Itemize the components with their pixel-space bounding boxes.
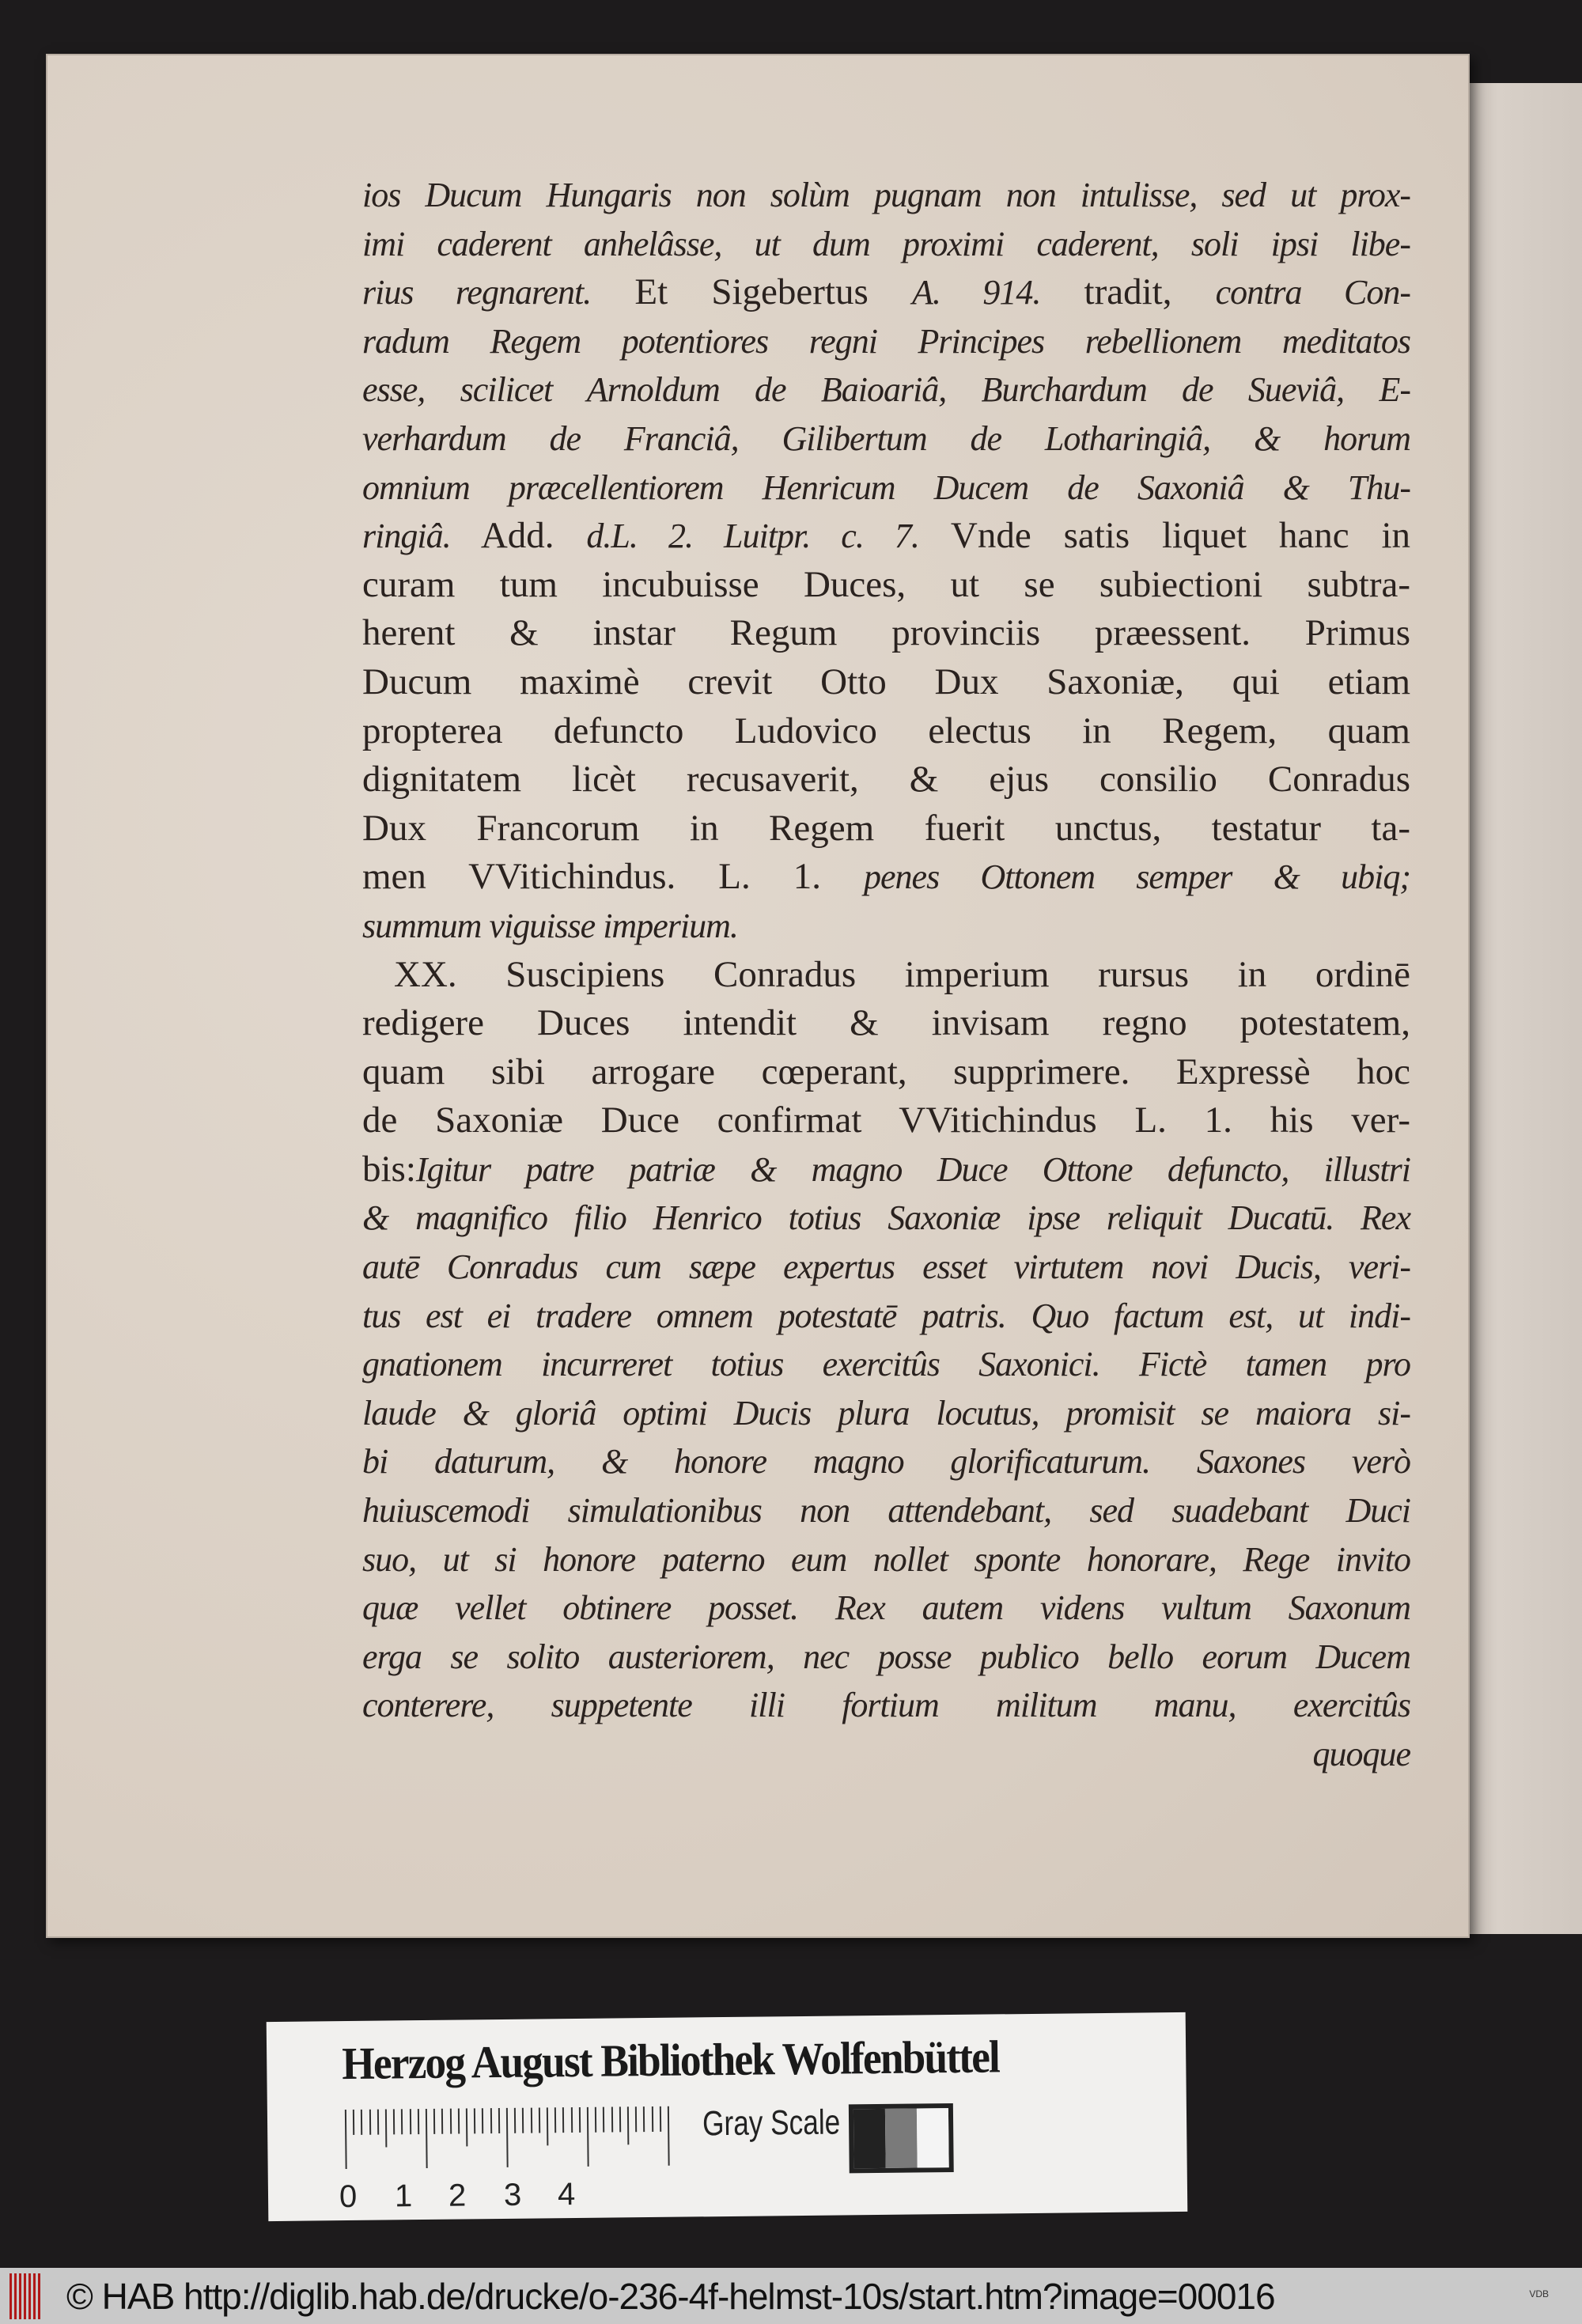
text-line [362, 1633, 1410, 1682]
italic-text: ringiâ. [362, 517, 451, 556]
ruler-tick [554, 2107, 556, 2133]
book-page [46, 54, 1470, 1938]
text-line [362, 1243, 1410, 1292]
italic-text: bi daturum, & honore magno glorificaturum. Saxones verò [362, 1442, 1410, 1482]
roman-text: herent & instar Regum provinciis præessent. Primus [362, 612, 1410, 654]
italic-text: penes Ottonem semper & ubiq; [864, 857, 1410, 897]
ruler-tick [603, 2107, 604, 2133]
italic-text: summum viguisse imperium. [362, 906, 738, 945]
text-line [362, 268, 1410, 317]
roman-text: Dux Francorum in Regem fuerit unctus, testatur ta- [362, 807, 1410, 849]
ruler-tick [393, 2109, 395, 2134]
italic-text: d.L. 2. Luitpr. c. 7. [586, 517, 919, 556]
italic-text: Igitur patre patriæ & magno Duce Ottone defuncto, illustri [415, 1149, 1410, 1189]
italic-text: quæ vellet obtinere posset. Rex autem videns vultum Saxonum [362, 1588, 1410, 1628]
ruler-tick [369, 2110, 370, 2135]
ruler-tick [474, 2108, 475, 2133]
ruler-tick [562, 2107, 564, 2133]
roman-text: propterea defuncto Ludovico electus in Regem, quam [362, 710, 1410, 751]
text-line [362, 609, 1410, 658]
italic-text: & magnifico filio Henrico totius Saxoniæ ipse reliquit Ducatū. Rex [362, 1198, 1410, 1238]
italic-text: A. 914. [911, 273, 1041, 312]
text-line [362, 1730, 1410, 1779]
ruler-tick [595, 2107, 596, 2133]
text-line [362, 1194, 1410, 1243]
text-line [362, 1681, 1410, 1730]
roman-text: XX. Suscipiens Conradus imperium rursus in ordinē [394, 953, 1410, 995]
roman-text: Add. [450, 515, 587, 557]
text-line [362, 804, 1410, 854]
ruler-tick [385, 2110, 388, 2148]
roman-text: Vnde satis liquet hanc in [918, 515, 1410, 557]
ruler-scale [345, 2106, 678, 2173]
italic-text: laude & gloriâ optimi Ducis plura locutus, promisit se maiora si- [362, 1393, 1410, 1433]
text-line [362, 707, 1410, 756]
ruler-tick [660, 2106, 661, 2132]
text-line [362, 365, 1410, 414]
ruler-tick [668, 2106, 670, 2166]
text-line [362, 1048, 1410, 1097]
page-text [362, 171, 1410, 1779]
card-title: Herzog August Bibliothek Wolfenbüttel [341, 2031, 1000, 2090]
ruler-number: 2 [448, 2178, 467, 2213]
hab-logo-icon [9, 2273, 41, 2319]
ruler-tick [401, 2109, 403, 2134]
ruler-number: 3 [503, 2177, 522, 2212]
italic-text: gnationem incurreret totius exercitûs Saxonici. Fictè tamen pro [362, 1345, 1410, 1384]
ruler-tick [530, 2108, 532, 2133]
ruler-tick [587, 2107, 589, 2167]
roman-text: Et Sigebertus [591, 271, 912, 313]
ruler-tick [611, 2107, 612, 2133]
text-line [362, 1292, 1410, 1341]
italic-text: quoque [1312, 1735, 1410, 1773]
ruler-number: 4 [557, 2177, 576, 2212]
ruler-tick [449, 2109, 451, 2134]
italic-text: radum Regem potentiores regni Principes rebellionem meditatos [362, 321, 1410, 361]
text-line [362, 658, 1410, 707]
gray-scale-swatch [849, 2103, 954, 2173]
italic-text: rius regnarent. [362, 273, 592, 312]
ruler-tick [498, 2108, 500, 2133]
italic-text: esse, scilicet Arnoldum de Baioariâ, Burchardum de Sueviâ, E- [362, 370, 1410, 410]
text-line [362, 220, 1410, 269]
text-line [362, 1486, 1410, 1535]
text-line [362, 1145, 1410, 1194]
italic-text: huiuscemodi simulationibus non attendebant, sed suadebant Duci [362, 1491, 1410, 1531]
ruler-tick [466, 2108, 468, 2146]
text-line [362, 561, 1410, 610]
text-line [362, 1389, 1410, 1438]
ruler-tick [353, 2110, 354, 2135]
ruler-tick [458, 2109, 460, 2134]
adjacent-page-edge [1459, 83, 1582, 1934]
ruler-tick [490, 2108, 491, 2133]
roman-text: tradit, [1040, 271, 1216, 313]
text-line [362, 902, 1410, 951]
roman-text: quam sibi arrogare cœperant, supprimere. Expressè hoc [362, 1050, 1410, 1092]
italic-text: ios Ducum Hungaris non solùm pugnam non intulisse, sed ut prox- [362, 176, 1410, 214]
ruler-tick [570, 2107, 572, 2133]
italic-text: tus est ei tradere omnem potestatē patris. Quo factum est, ut indi- [362, 1296, 1410, 1335]
ruler-tick [635, 2106, 637, 2132]
ruler-tick [377, 2110, 379, 2135]
text-line [362, 1584, 1410, 1633]
roman-text: curam tum incubuisse Duces, ut se subiectioni subtra- [362, 563, 1410, 605]
italic-text: autē Conradus cum sæpe expertus esset virtutem novi Ducis, veri- [362, 1247, 1410, 1287]
italic-text: erga se solito austeriorem, nec posse publico bello eorum Ducem [362, 1637, 1410, 1676]
ruler-tick [539, 2107, 540, 2133]
corner-mark: VDB [1529, 2288, 1549, 2299]
ruler-tick [627, 2106, 630, 2144]
footer-bar [0, 2268, 1582, 2324]
ruler-tick [409, 2109, 411, 2134]
ruler-number: 1 [394, 2178, 413, 2214]
roman-text: bis: [362, 1148, 416, 1190]
roman-text: de Saxoniæ Duce confirmat VVitichindus L. 1. his ver- [362, 1100, 1410, 1141]
text-line [362, 512, 1410, 561]
ruler-tick [441, 2109, 443, 2134]
gray-scale-label: Gray Scale [702, 2103, 841, 2144]
italic-text: contra Con- [1215, 273, 1410, 312]
ruler-tick [643, 2106, 645, 2132]
gray-swatch-block [853, 2109, 886, 2168]
ruler-tick [418, 2109, 419, 2134]
roman-text: dignitatem licèt recusaverit, & ejus consilio Conradus [362, 759, 1410, 801]
text-line [362, 951, 1410, 1000]
ruler-tick [579, 2107, 581, 2133]
italic-text: suo, ut si honore paterno eum nollet sponte honorare, Rege invito [362, 1539, 1410, 1579]
ruler-tick [426, 2109, 428, 2168]
italic-text: omnium præcellentiorem Henricum Ducem de Saxoniâ & Thu- [362, 467, 1410, 507]
ruler-tick [547, 2107, 549, 2145]
italic-text: verhardum de Franciâ, Gilibertum de Lotharingiâ, & horum [362, 418, 1410, 458]
ruler-tick [433, 2109, 435, 2134]
text-line [362, 464, 1410, 513]
roman-text: Ducum maximè crevit Otto Dux Saxoniæ, qui etiam [362, 660, 1410, 702]
footer-url[interactable]: © HAB http://diglib.hab.de/drucke/o-236-4f-helmst-10s/start.htm?image=00016 [66, 2275, 1275, 2317]
text-line [362, 1535, 1410, 1584]
ruler-tick [506, 2108, 509, 2167]
text-line [362, 1096, 1410, 1145]
ruler-tick [651, 2106, 653, 2132]
text-line [362, 999, 1410, 1048]
text-line [362, 317, 1410, 366]
text-line [362, 414, 1410, 464]
ruler-tick [522, 2108, 524, 2133]
text-line [362, 853, 1410, 902]
roman-text: redigere Duces intendit & invisam regno potestatem, [362, 1002, 1410, 1044]
ruler-tick [514, 2108, 516, 2133]
ruler-tick [619, 2106, 621, 2132]
italic-text: conterere, suppetente illi fortium militum manu, exercitûs [362, 1686, 1410, 1725]
ruler-number: 0 [339, 2178, 358, 2215]
roman-text: men VVitichindus. L. 1. [362, 856, 865, 898]
reference-card [267, 2012, 1188, 2221]
gray-swatch-block [917, 2108, 949, 2167]
italic-text: imi caderent anhelâsse, ut dum proximi caderent, soli ipsi libe- [362, 224, 1410, 263]
text-line [362, 171, 1410, 220]
ruler-tick [361, 2110, 362, 2135]
text-line [362, 755, 1410, 804]
ruler-tick [482, 2108, 483, 2133]
ruler-tick [345, 2110, 347, 2169]
gray-swatch-block [885, 2108, 918, 2167]
text-line [362, 1340, 1410, 1389]
text-line [362, 1437, 1410, 1486]
